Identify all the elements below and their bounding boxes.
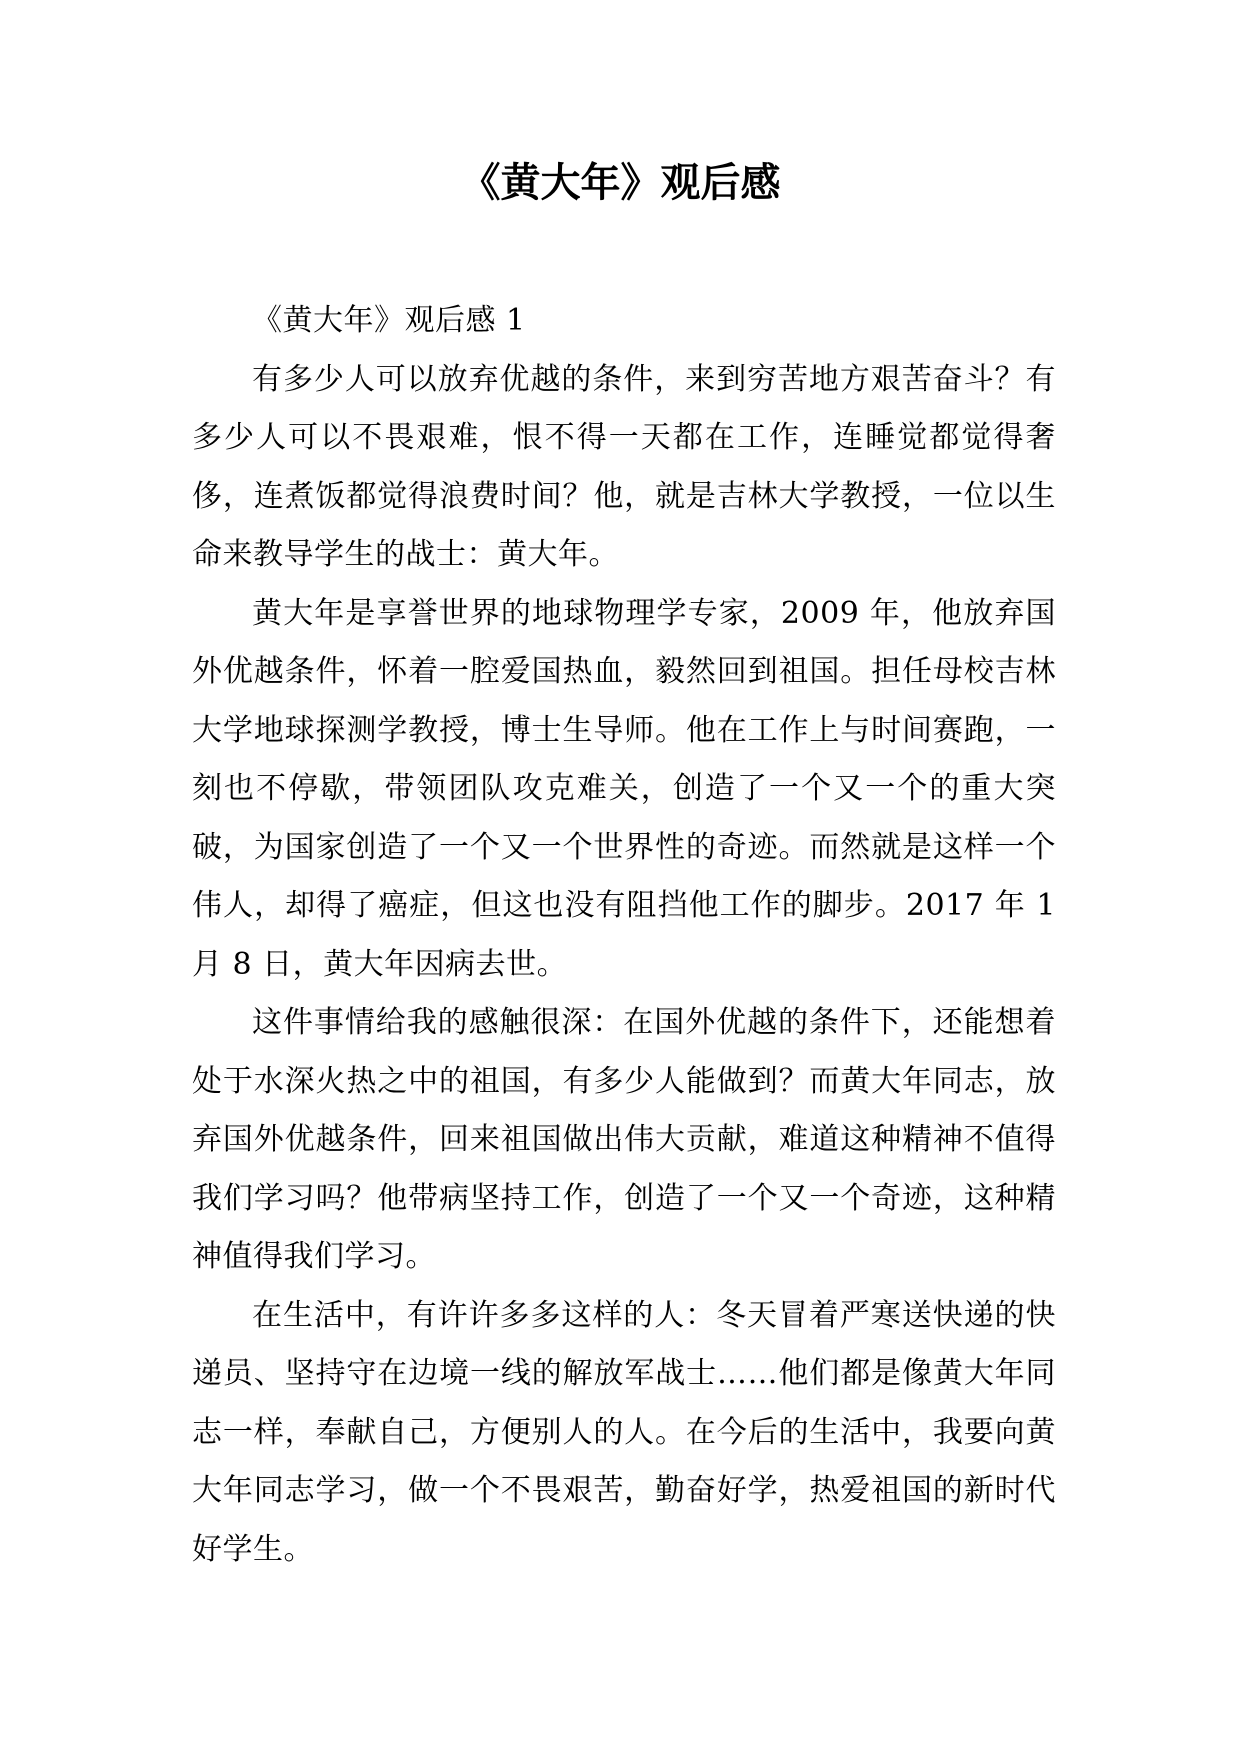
document-title: 《黄大年》观后感 [460, 160, 781, 206]
paragraph-4: 在生活中，有许许多多这样的人：冬天冒着严寒送快递的快递员、坚持守在边境一线的解放军战士……他们都是像黄大年同志一样，奉献自己，方便别人的人。在今后的生活中，我要向黄大年同志学习，做一个不畏艰苦，勤奋好学，热爱祖国的新时代好学生。 [192, 1297, 1056, 1567]
paragraph-1: 有多少人可以放弃优越的条件，来到穷苦地方艰苦奋斗？有多少人可以不畏艰难，恨不得一天都在工作，连睡觉都觉得奢侈，连煮饭都觉得浪费时间？他，就是吉林大学教授，一位以生命来教导学生的战士：黄大年。 [192, 361, 1056, 572]
paragraph-3: 这件事情给我的感触很深：在国外优越的条件下，还能想着处于水深火热之中的祖国，有多少人能做到？而黄大年同志，放弃国外优越条件，回来祖国做出伟大贡献，难道这种精神不值得我们学习吗？他带病坚持工作，创造了一个又一个奇迹，这种精神值得我们学习。 [192, 1005, 1056, 1274]
document-body [192, 292, 1056, 1579]
section-heading: 《黄大年》观后感 1 [252, 303, 526, 338]
paragraph-2: 黄大年是享誉世界的地球物理学专家，2009 年，他放弃国外优越条件，怀着一腔爱国热血，毅然回到祖国。担任母校吉林大学地球探测学教授，博士生导师。他在工作上与时间赛跑，一刻也不停歇，带领团队攻克难关，创造了一个又一个的重大突破，为国家创造了一个又一个世界性的奇迹。而然就是这样一个伟人，却得了癌症，但这也没有阻挡他工作的脚步。2017 年 1 月 8 日，黄大年因病去世。 [192, 595, 1056, 982]
